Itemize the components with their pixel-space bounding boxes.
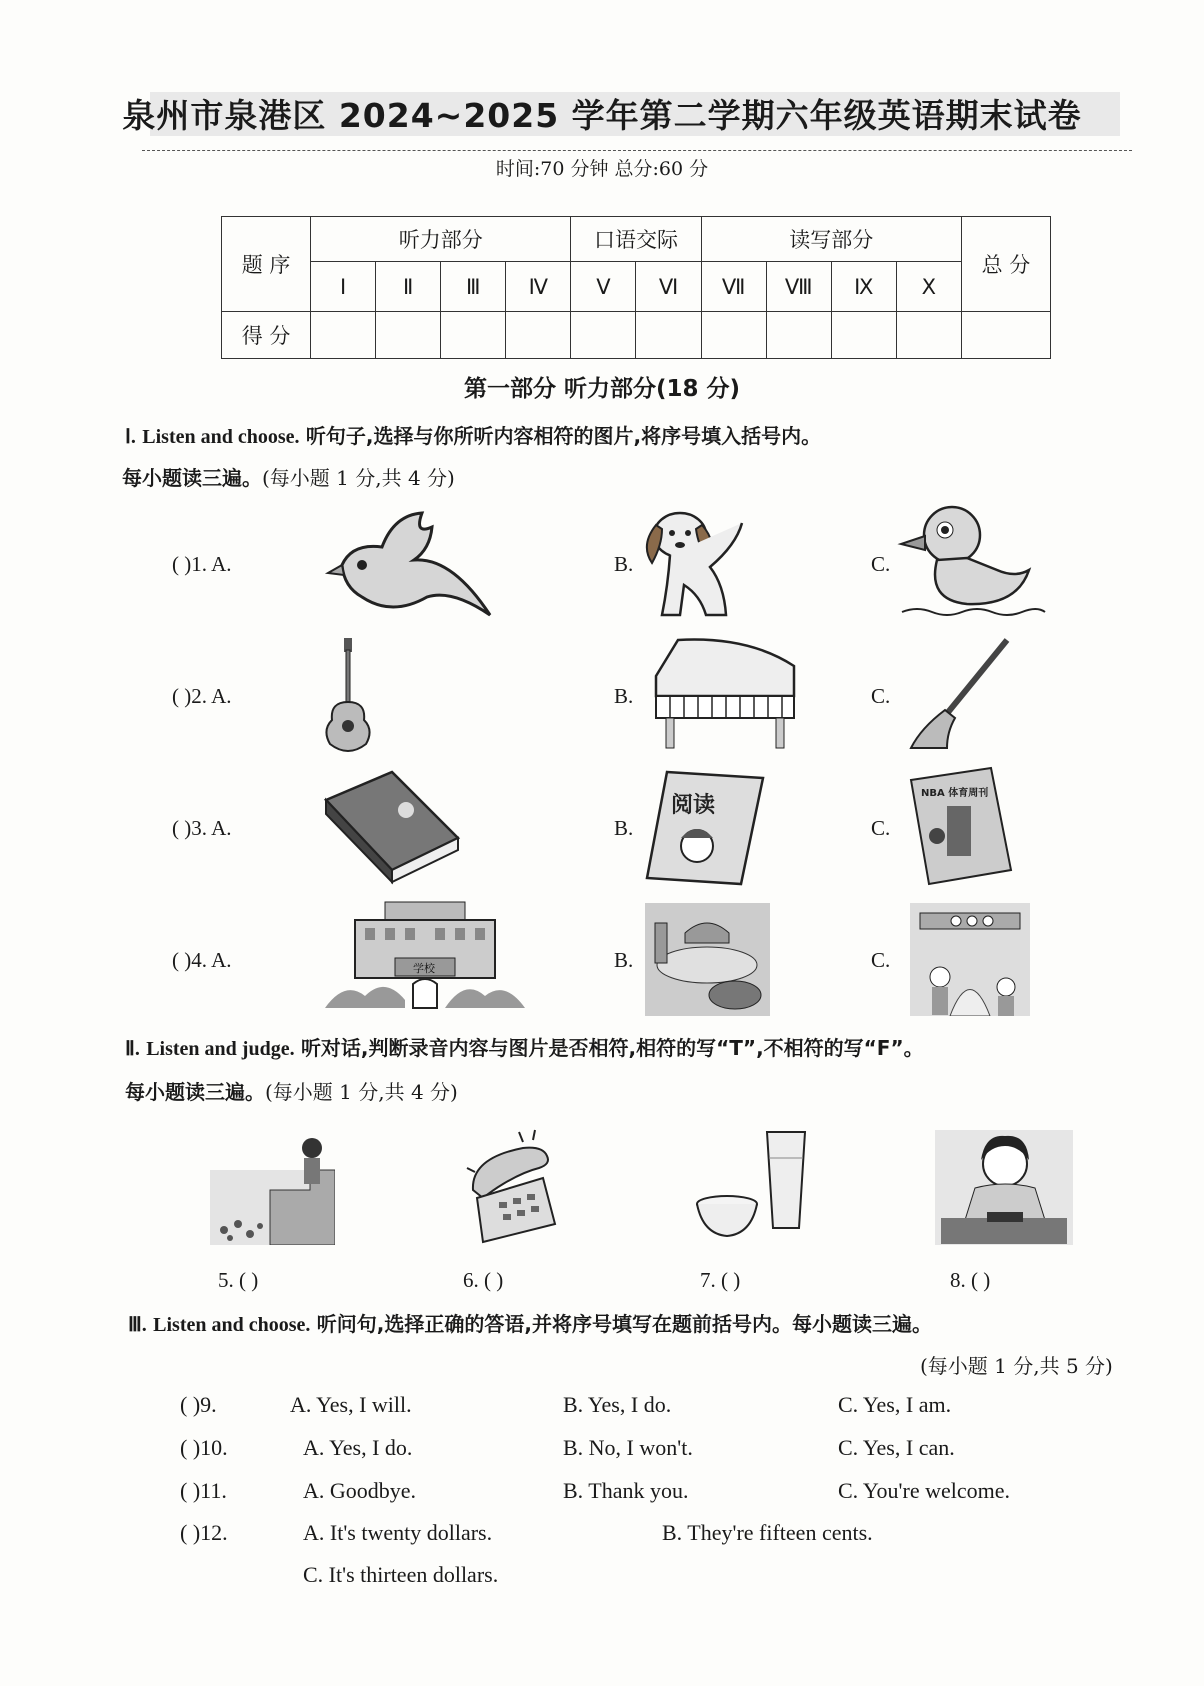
- total-header: 总 分: [961, 217, 1050, 312]
- exam-title: 泉州市泉港区 2024~2025 学年第二学期六年级英语期末试卷: [122, 96, 1082, 135]
- q9-option-b: B. Yes, I do.: [563, 1392, 672, 1417]
- row-label-score: 得 分: [222, 312, 311, 359]
- q2-option-b: B.: [614, 684, 634, 708]
- q2-label[interactable]: ( )2. A.: [172, 684, 232, 708]
- numeral-7: Ⅶ: [701, 262, 766, 312]
- q11-option-c: C. You're welcome.: [838, 1478, 1011, 1503]
- score-table: [221, 216, 1051, 359]
- q3-option-c: C.: [871, 816, 891, 840]
- q4-option-b: B.: [614, 948, 634, 972]
- score-cell[interactable]: [311, 312, 376, 359]
- q10-option-b: B. No, I won't.: [563, 1435, 693, 1460]
- q11-option-a: A. Goodbye.: [303, 1478, 417, 1503]
- numeral-5: Ⅴ: [571, 262, 636, 312]
- q10-option-c: C. Yes, I can.: [838, 1435, 955, 1460]
- divider: [142, 150, 1132, 151]
- duck-picture[interactable]: [897, 500, 1047, 620]
- school-sign-text: 学校: [413, 962, 435, 975]
- girl-sweeping-leaves-picture[interactable]: [210, 1130, 335, 1245]
- q2-option-c: C.: [871, 684, 891, 708]
- q11-option-b: B. Thank you.: [563, 1478, 689, 1503]
- q10-option-a: A. Yes, I do.: [303, 1435, 413, 1460]
- q9-label[interactable]: ( )9.: [180, 1392, 217, 1417]
- row-label-order: 题 序: [222, 217, 311, 312]
- bowl-and-glass-picture[interactable]: [695, 1128, 810, 1246]
- q12-label[interactable]: ( )12.: [180, 1520, 228, 1545]
- numeral-9: Ⅸ: [831, 262, 896, 312]
- q9-option-c: C. Yes, I am.: [838, 1392, 952, 1417]
- guitar-picture[interactable]: [318, 636, 378, 756]
- score-cell[interactable]: [766, 312, 831, 359]
- q12-option-a: A. It's twenty dollars.: [303, 1520, 493, 1545]
- section3-heading: Ⅲ. Listen and choose. 听问句,选择正确的答语,并将序号填写在题前括号内。每小题读三遍。: [128, 1312, 932, 1336]
- reading-book-text: 阅读: [671, 793, 716, 818]
- q9-option-a: A. Yes, I will.: [290, 1392, 412, 1417]
- school-picture[interactable]: [325, 900, 525, 1010]
- q12-option-b: B. They're fifteen cents.: [662, 1520, 873, 1545]
- part1-heading: 第一部分 听力部分(18 分): [463, 376, 741, 402]
- ringing-telephone-picture[interactable]: [463, 1128, 563, 1246]
- numeral-3: Ⅲ: [441, 262, 506, 312]
- park-picture[interactable]: [910, 903, 1030, 1016]
- section2-subheading: 每小题读三遍。(每小题 1 分,共 4 分): [125, 1080, 458, 1104]
- judge-item-6[interactable]: 6. ( ): [463, 1268, 504, 1292]
- section3-note: (每小题 1 分,共 5 分): [920, 1354, 1113, 1378]
- score-cell[interactable]: [571, 312, 636, 359]
- exam-subtitle: 时间:70 分钟 总分:60 分: [495, 158, 709, 180]
- total-score-cell[interactable]: [961, 312, 1050, 359]
- numeral-1: Ⅰ: [311, 262, 376, 312]
- score-cell[interactable]: [636, 312, 701, 359]
- q4-option-c: C.: [871, 948, 891, 972]
- zoo-picture[interactable]: [645, 903, 770, 1016]
- q4-label[interactable]: ( )4. A.: [172, 948, 232, 972]
- score-cell[interactable]: [701, 312, 766, 359]
- score-cell[interactable]: [896, 312, 961, 359]
- section1-heading: Ⅰ. Listen and choose. 听句子,选择与你所听内容相符的图片,将序号填入括号内。: [125, 424, 822, 448]
- numeral-10: Ⅹ: [896, 262, 961, 312]
- judge-item-8[interactable]: 8. ( ): [950, 1268, 991, 1292]
- numeral-6: Ⅵ: [636, 262, 701, 312]
- group-speaking: 口语交际: [571, 217, 701, 262]
- q1-option-b: B.: [614, 552, 634, 576]
- judge-item-5[interactable]: 5. ( ): [218, 1268, 259, 1292]
- magazine-text: NBA 体育周刊: [921, 788, 989, 799]
- q10-label[interactable]: ( )10.: [180, 1435, 228, 1460]
- q1-option-c: C.: [871, 552, 891, 576]
- book-picture[interactable]: [322, 770, 462, 885]
- group-reading-writing: 读写部分: [701, 217, 961, 262]
- nba-magazine-picture[interactable]: [907, 766, 1017, 886]
- reading-book-picture[interactable]: [645, 768, 765, 888]
- section2-heading: Ⅱ. Listen and judge. 听对话,判断录音内容与图片是否相符,相符的写“T”,不相符的写“F”。: [125, 1036, 924, 1060]
- girl-typing-picture[interactable]: [935, 1130, 1073, 1245]
- numeral-4: Ⅳ: [506, 262, 571, 312]
- numeral-2: Ⅱ: [376, 262, 441, 312]
- score-cell[interactable]: [506, 312, 571, 359]
- q1-label[interactable]: ( )1. A.: [172, 552, 232, 576]
- erhu-horn-picture[interactable]: [907, 636, 1017, 751]
- q11-label[interactable]: ( )11.: [180, 1478, 227, 1503]
- numeral-8: Ⅷ: [766, 262, 831, 312]
- piano-picture[interactable]: [648, 636, 800, 751]
- group-listening: 听力部分: [311, 217, 571, 262]
- puppy-picture[interactable]: [640, 505, 750, 620]
- score-cell[interactable]: [831, 312, 896, 359]
- q12-option-c: C. It's thirteen dollars.: [303, 1562, 499, 1587]
- bird-picture[interactable]: [322, 505, 492, 620]
- q3-option-b: B.: [614, 816, 634, 840]
- q3-label[interactable]: ( )3. A.: [172, 816, 232, 840]
- judge-item-7[interactable]: 7. ( ): [700, 1268, 741, 1292]
- score-cell[interactable]: [376, 312, 441, 359]
- section1-subheading: 每小题读三遍。(每小题 1 分,共 4 分): [122, 466, 455, 490]
- score-cell[interactable]: [441, 312, 506, 359]
